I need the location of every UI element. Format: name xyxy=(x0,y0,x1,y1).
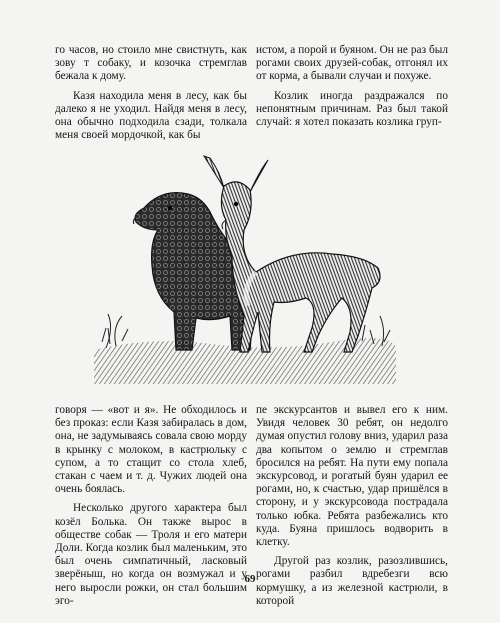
paragraph: го часов, но стоило мне свистнуть, как зову т собаку, и козочка стремглав бежала к дому. xyxy=(55,44,247,83)
paragraph: Несколько другого характера был козёл Болька. Он также вырос в обществе собак — Троля и его матери Доли. Когда козлик был маленьким, это был очень симпатичный, ласковый зверёныш, но когда он возмужал и у него выросли рожки, он стал большим эго- xyxy=(55,502,247,607)
dog-and-deer-illustration xyxy=(92,136,398,386)
text-column-top-right xyxy=(256,44,448,129)
paragraph: Другой раз козлик, разозлившись, рогами разбил вдребезги всю кормушку, а из железной кастрюли, в которой xyxy=(256,555,448,607)
page-number: 69 xyxy=(244,573,256,585)
paragraph: истом, а порой и буяном. Он не раз был рогами своих друзей-собак, отгонял их от корма, а бывали случаи и похуже. xyxy=(256,44,448,83)
paragraph: говоря — «вот и я». Не обходилось и без проказ: если Казя забиралась в дом, она, не задумываясь совала свою морду в крынку с молоком, в кастрюльку с супом, а то стащит со стола хлеб, стакан с чаем и т. д. Чужих людей она очень боялась. xyxy=(55,404,247,496)
paragraph: Казя находила меня в лесу, как бы далеко я не уходил. Найдя меня в лесу, она обычно подходила сзади, толкала меня своей мордочкой, как бы xyxy=(55,89,247,142)
paragraph: Козлик иногда раздражался по непонятным причинам. Раз был такой случай: я хотел показать козлика груп- xyxy=(256,89,448,129)
text-column-top-left xyxy=(55,44,247,142)
paragraph: пе экскурсантов и вывел его к ним. Увидя человек 30 ребят, он недолго думая опустил голову вниз, ударил раза два копытом о землю и стремглав бросился на ребят. На пути ему попала экскурсовод, и рогатый буян ударил ее рогами, но, к счастью, удар пришёлся в сторону, и у экскурсовода пострадала только юбка. Ребята разбежались кто куда. Буяна пришлось водворить в клетку. xyxy=(256,404,448,549)
